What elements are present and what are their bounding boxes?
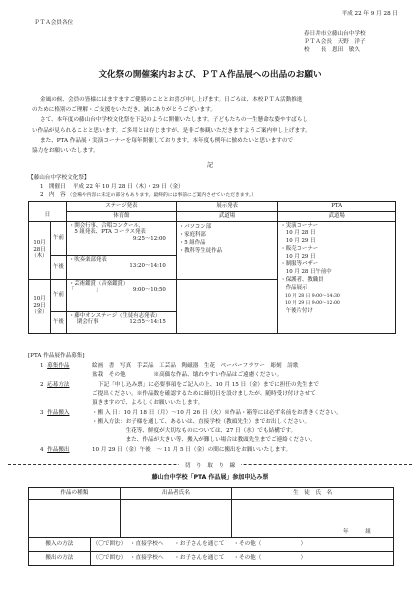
sender-pta: ＰＴＡ会長 天野 洋子 [304,39,366,45]
recruit-item-2-value: 下記「申し込み票」に必要事項をご記入の上、10 月 15 日（金）までに担任の先生まで ご提出ください。※作品数を確認するために締切日を設けましたが、随時受け付けさせて 頂きますので、よろしくお願いいたします。 [92,382,319,406]
col-display: 展示発表 [176,202,278,212]
in-label: 搬入の方法 [29,538,91,552]
recruit-item-1: 1 募集作品 [40,363,70,369]
display-cell: ・パソコン部 ・家庭科部 ・5 組作品 ・教科等生徒作品 [176,221,278,279]
sender-school: 春日井市立藤山台中学校 [304,31,366,37]
form-title: 藤山台中学校「PTA 作品展」参加申込み票 [151,474,269,481]
recruit-item-4: 4 作品搬出 [40,447,70,453]
recruit-item-1-value: 絵画 書 写真 手芸品 工芸品 陶磁器 生花 ペーパーフラワー 彫刻 詩歌 盆栽 その他 ※高価な作品、壊れやすい作品はご遠慮ください。 [92,363,299,378]
body-line: 協力をお願いいたします。 [32,148,99,155]
day1-am: 午前 [50,221,66,255]
document-title: 文化祭の開催案内および、ＰＴＡ作品展への出品のお願い [98,70,322,80]
day2-am-stage: ・芸術鑑賞（音楽鑑賞） 「 」 9:00～10:50 [66,279,176,311]
out-opt-other[interactable]: ・その他（ ） [233,555,307,561]
h-exhibitor: 出品者氏名 [120,488,232,500]
col-day: 日 [29,211,67,221]
in-opt-child[interactable]: ・お子さんを通じて [174,541,225,547]
festival-schedule-table [28,201,396,334]
grade-class-label: 年 組 [343,529,371,536]
recruit-item-3-value: ・搬 入 日：10 月 18 日（月）～10 月 26 日（火）※作品・箱等には必ず名前をお書きください。 ・搬入方法：お子様を通して、あるいは、直接学校（教頭先生）までお出しください。 生花等、鮮度が大切なものについては、27 日（水）でも結構です。 また、作品が大きい等、搬入が難しい場合は教頭先生までご連絡ください。 [92,410,342,443]
sub-budo1: 武道場 [176,211,278,221]
day1-pm-stage: ・吹奏楽部発表 13:20～14:10 [66,255,176,279]
day2-pm: 午後 [50,311,66,333]
in-options[interactable]: （〇で囲む） ・直接学校へ ・お子さんを通じて ・その他（ ） [90,538,393,552]
festival-content-item: 2 内 容 （会場や内容に未定の部分もあります。最終的には事前にご案内させていただきます。） [40,192,257,198]
body-line: い作品が見られることと思います。ご多用とは存じますが、是非ご参観いただきますようご案内申し上げます。 [32,127,311,134]
sub-gym: 体育館 [66,211,176,221]
in-opt-other[interactable]: ・その他（ ） [233,541,307,547]
recruit-item-2: 2 応募方法 [40,382,70,388]
addressee: ＰＴＡ会員各位 [34,20,74,26]
col-stage: ステージ発表 [66,202,176,212]
body-line: のために格別のご理解・ご支援をいただき、誠にありがとうございます。 [32,107,216,114]
date: 平成 22 年 9 月 28 日 [341,11,398,17]
col-pta: PTA [278,202,396,212]
day1-pm: 午後 [50,255,66,279]
in-opt-direct[interactable]: ・直接学校へ [129,541,164,547]
festival-date-item: 1 開催日 平成 22 年 10 月 28 日（木）・29 日（金） [40,184,184,190]
sender-principal: 校 長 恩田 敏久 [304,47,360,53]
h-student: 生 徒 氏 名 [232,488,394,500]
recruit-item-3: 3 作品搬入 [40,410,70,416]
body-line: 金風の候、会員の皆様にはますますご健勝のこととお喜び申し上げます。日ごろは、本校ＰＴＡ活動推進 [40,97,303,103]
day1-am-stage: ・開会行事、合唱コンクール、 5 組発表、PTA コーラス発表 9:25～12:00 [66,221,176,255]
out-label: 搬出の方法 [29,552,91,566]
h-name: 作品の種類 [29,488,121,500]
cut-label: 切 り 取 り 線 [0,463,420,470]
festival-heading: 【藤山台中学校文化祭】 [28,175,90,181]
body-line: さて、本年度の藤山台中学校文化祭を下記のように開催いたします。子どもたちの一生懸命な姿やすばらし [40,117,308,124]
out-options[interactable]: （〇で囲む） ・直接学校へ ・お子さんを通じて ・その他（ ） [90,552,393,566]
day1-cell: 10月 28日 （木） [29,221,51,279]
ki-marker: 記 [206,162,213,169]
sub-budo2: 武道場 [278,211,396,221]
display-cell-day2 [176,279,278,333]
body-line: また、PTA 作品展・実演コーナーを毎年開催しております。本年度も例年に倣めたいと思いますので [40,137,294,144]
out-opt-direct[interactable]: ・直接学校へ [129,555,164,561]
application-form [28,487,394,566]
day2-cell: 10月 29日 （金） [29,279,51,333]
pta-cell: ・実演コーナー 10 月 28 日 10 月 29 日 ・販売コーナー 10 月 29 日 ・制服等バザー 10 月 28 日午前中 ・保護者、教職員 作品展示 10 月 28 日 9:00～14:30 10 月 29 日 9:00～12:00 午後片付け [278,221,396,333]
day2-am: 午前 [50,279,66,311]
recruit-item-4-value: 10 月 29 日（金）午後 ～ 11 月 5 日（金）の間に搬出をお願いいたします。 [92,447,292,453]
out-opt-child[interactable]: ・お子さんを通じて [174,555,225,561]
body-text [32,95,311,156]
student-name-input[interactable] [232,500,394,538]
exhibitor-name-input[interactable] [120,500,232,538]
day2-pm-stage: ・藤中オンステージ（生徒有志発表） 閉会行事 12:55～14:15 [66,311,176,333]
recruit-heading: [PTA 作品展作品募集] [28,353,85,359]
work-type-input[interactable] [29,500,121,538]
